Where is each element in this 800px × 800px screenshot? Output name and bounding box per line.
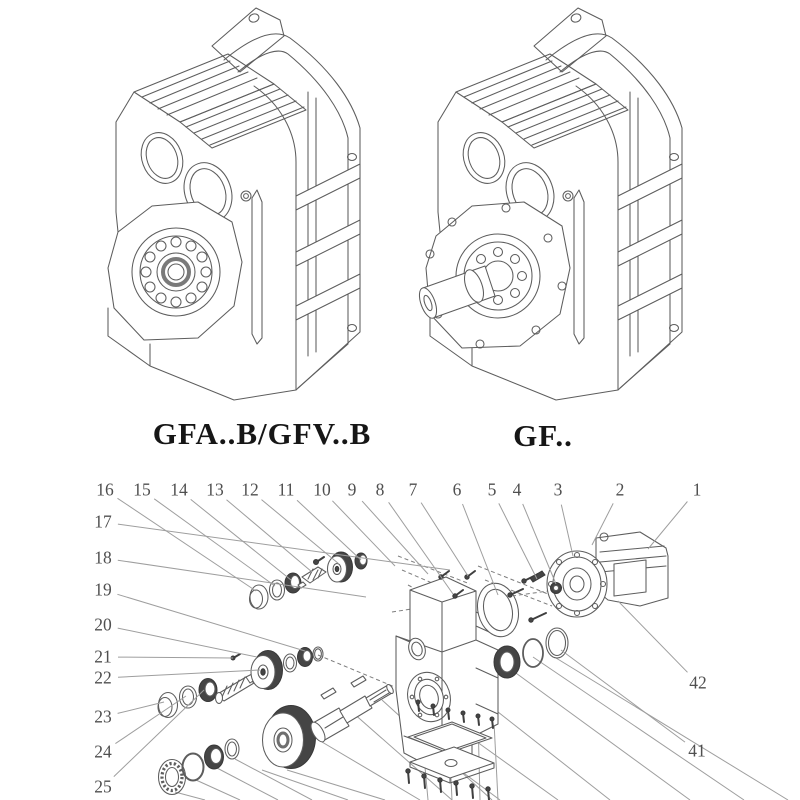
callout-1: 1 [692,479,702,500]
callout-10: 10 [313,479,331,500]
leader-line-23 [118,702,164,713]
callout-2: 2 [615,479,625,500]
o-ring [546,628,568,658]
leader-line-22 [118,670,260,677]
leader-line-41 [561,650,685,742]
leader-line-11 [297,500,361,560]
model-label-left: GFA..B/GFV..B [152,416,372,451]
leader-line-19 [117,594,305,651]
callout-18: 18 [94,547,112,568]
callout-41: 41 [688,740,706,761]
gearbox-figure-left [108,8,360,400]
callout-20: 20 [94,614,112,635]
callout-21: 21 [94,646,112,667]
leader-line-7 [421,503,468,576]
leader-line-3 [561,505,573,556]
callout-7: 7 [408,479,418,500]
snap-ring [523,639,543,667]
leader-line-12 [262,500,340,564]
callout-22: 22 [94,667,112,688]
callout-16: 16 [96,479,114,500]
callout-14: 14 [170,479,188,500]
callout-23: 23 [94,706,112,727]
leader-line-15 [154,499,275,586]
leader-line-20 [118,628,257,657]
leader-line-24 [115,696,186,744]
callout-19: 19 [94,579,112,600]
model-label-right: GF.. [513,418,573,453]
leader-line-5 [499,503,537,579]
leader-line-8 [389,502,453,594]
callout-42: 42 [689,672,707,693]
leader-line-17 [118,524,450,570]
callout-4: 4 [512,479,522,500]
callout-17: 17 [94,511,112,532]
leader-line-42 [618,601,688,672]
callout-13: 13 [206,479,224,500]
leader-line-13 [227,500,313,572]
leader-line-6 [463,504,499,595]
callout-12: 12 [241,479,259,500]
leader-line-1 [648,502,687,550]
callout-6: 6 [452,479,462,500]
motor [547,532,668,617]
callout-9: 9 [347,479,357,500]
callout-11: 11 [277,479,295,500]
key [530,571,545,582]
callout-24: 24 [94,741,112,762]
callout-15: 15 [133,479,151,500]
leader-line-16 [118,498,257,591]
gearbox-figure-right [416,8,682,400]
adapter-flange-ring [472,579,524,641]
callout-5: 5 [487,479,497,500]
callout-3: 3 [553,479,563,500]
leader-line-21 [118,657,233,658]
callout-25: 25 [94,776,112,797]
callout-8: 8 [375,479,385,500]
